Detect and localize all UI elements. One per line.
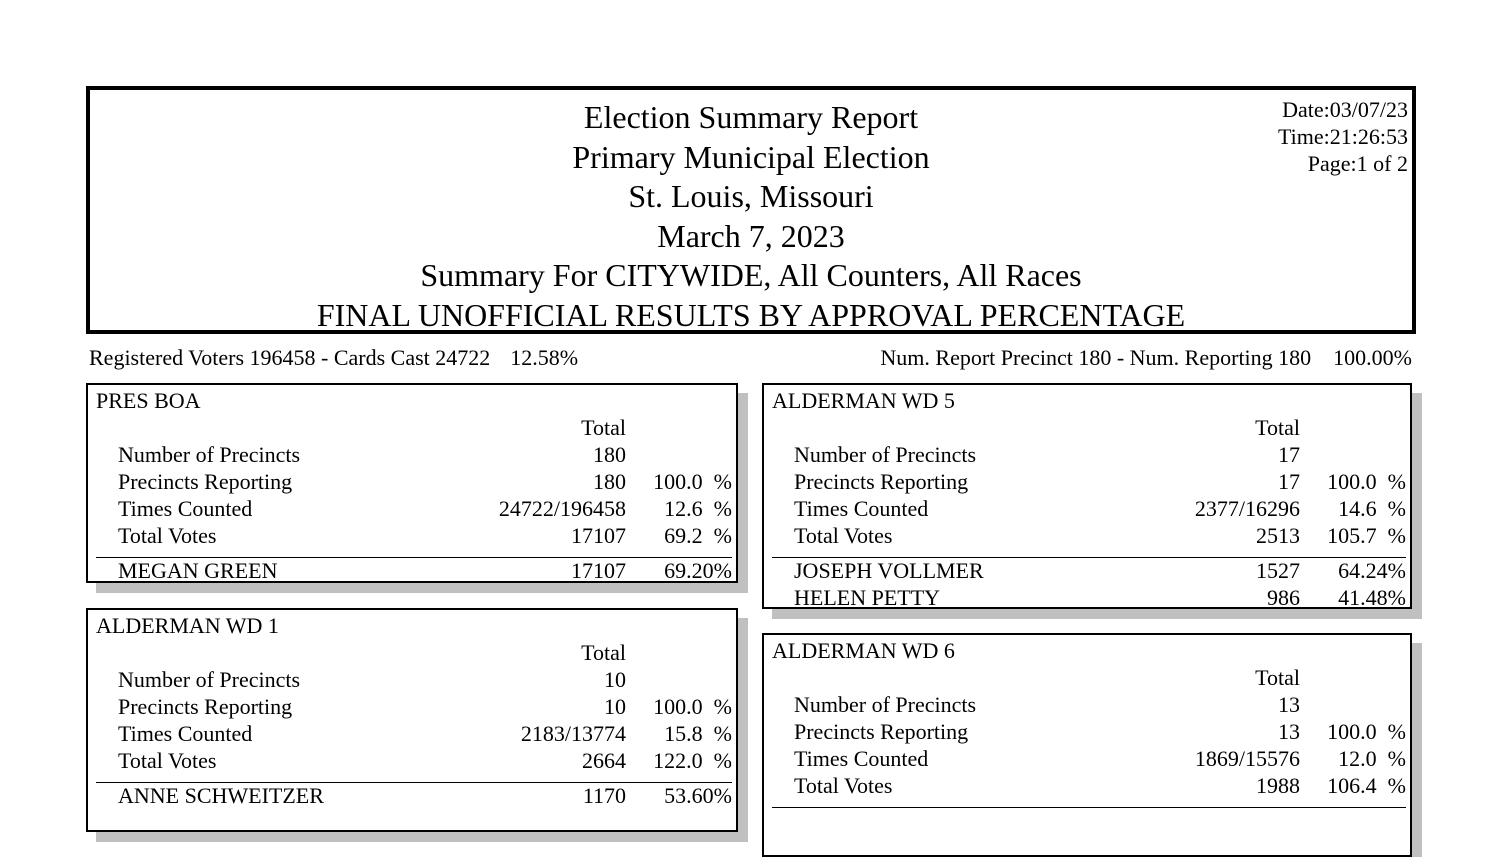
report-title <box>90 98 1412 335</box>
race-title: PRES BOA <box>96 388 201 413</box>
stat-label: Number of Precincts <box>118 442 301 467</box>
candidate-row <box>764 584 1410 611</box>
stat-total: 180 <box>593 469 626 494</box>
candidate-votes: 17107 <box>571 558 626 583</box>
race-box-pres-boa <box>86 383 738 583</box>
candidate-row <box>88 782 736 809</box>
race-box-alderman-wd-6 <box>762 633 1412 857</box>
total-column-header <box>88 639 736 666</box>
stat-percent: 69.2 % <box>664 523 732 548</box>
stat-total: 24722/196458 <box>498 496 626 521</box>
stat-total: 2183/13774 <box>520 721 626 746</box>
candidate-votes: 986 <box>1267 585 1300 610</box>
stat-percent: 15.8 % <box>664 721 732 746</box>
stat-label: Times Counted <box>794 746 929 771</box>
stat-total: 1988 <box>1256 773 1300 798</box>
stat-label: Precincts Reporting <box>794 719 969 744</box>
report-time: Time:21:26:53 <box>1278 124 1408 149</box>
stat-label: Precincts Reporting <box>118 694 293 719</box>
total-column-label: Total <box>1255 665 1300 690</box>
registered-voters-summary <box>89 344 578 372</box>
stat-label: Number of Precincts <box>794 692 977 717</box>
precinct-reporting-text: Num. Report Precinct 180 - Num. Reporting 180 <box>880 345 1312 370</box>
total-column-label: Total <box>1255 415 1300 440</box>
precinct-reporting-summary <box>880 344 1412 372</box>
stat-percent: 100.0 % <box>1327 719 1406 744</box>
stat-label: Times Counted <box>118 721 253 746</box>
stat-row <box>764 522 1410 549</box>
candidate-percent: 53.60% <box>664 783 732 808</box>
stat-row <box>88 747 736 774</box>
stat-label: Number of Precincts <box>794 442 977 467</box>
stat-total: 1869/15576 <box>1194 746 1300 771</box>
race-title: ALDERMAN WD 5 <box>772 388 955 413</box>
candidate-name: MEGAN GREEN <box>118 558 278 583</box>
report-header <box>86 86 1416 334</box>
report-date: Date:03/07/23 <box>1282 97 1408 122</box>
stat-label: Precincts Reporting <box>118 469 293 494</box>
total-column-header <box>88 414 736 441</box>
stat-percent: 106.4 % <box>1327 773 1406 798</box>
race-title: ALDERMAN WD 6 <box>772 638 955 663</box>
stat-percent: 100.0 % <box>1327 469 1406 494</box>
stat-row <box>764 691 1410 718</box>
title-line-location: St. Louis, Missouri <box>628 178 874 214</box>
candidate-name: JOSEPH VOLLMER <box>794 558 984 583</box>
stat-percent: 14.6 % <box>1338 496 1406 521</box>
stat-percent: 100.0 % <box>653 694 732 719</box>
title-line-report: Election Summary Report <box>583 99 919 135</box>
candidate-votes: 1170 <box>582 783 626 808</box>
race-title: ALDERMAN WD 1 <box>96 613 279 638</box>
stat-label: Number of Precincts <box>118 667 301 692</box>
stat-total: 10 <box>604 694 626 719</box>
title-line-election: Primary Municipal Election <box>572 138 930 175</box>
candidate-row <box>764 557 1410 584</box>
stat-label: Total Votes <box>118 523 217 548</box>
race-box-alderman-wd-1 <box>86 608 738 832</box>
stat-total: 17 <box>1278 469 1300 494</box>
stat-percent: 122.0 % <box>653 748 732 773</box>
turnout-percent: 12.58% <box>510 345 579 370</box>
candidate-name: HELEN PETTY <box>794 585 941 610</box>
stat-label: Times Counted <box>794 496 929 521</box>
stat-row <box>88 468 736 495</box>
stat-total: 17 <box>1278 442 1300 467</box>
registered-voters-text: Registered Voters 196458 - Cards Cast 24722 <box>89 345 491 370</box>
stat-total: 13 <box>1278 719 1300 744</box>
stat-total: 180 <box>593 442 626 467</box>
stat-row <box>88 693 736 720</box>
stat-row <box>764 718 1410 745</box>
stat-total: 2664 <box>582 748 626 773</box>
candidate-name: ANNE SCHWEITZER <box>118 783 324 808</box>
stat-percent: 12.6 % <box>664 496 732 521</box>
stat-total: 17107 <box>571 523 626 548</box>
stat-row <box>764 772 1410 799</box>
stat-row <box>88 441 736 468</box>
report-page: Page:1 of 2 <box>1307 151 1408 176</box>
stat-row <box>88 720 736 747</box>
candidate-votes: 1527 <box>1256 558 1300 583</box>
stat-label: Total Votes <box>794 773 893 798</box>
total-column-label: Total <box>581 415 626 440</box>
stat-total: 2513 <box>1256 523 1300 548</box>
stat-label: Total Votes <box>118 748 217 773</box>
title-line-summary-scope: Summary For CITYWIDE, All Counters, All Races <box>420 257 1082 293</box>
stat-row <box>88 495 736 522</box>
stat-total: 2377/16296 <box>1194 496 1300 521</box>
stat-row <box>764 468 1410 495</box>
candidate-row <box>88 557 736 584</box>
stat-label: Times Counted <box>118 496 253 521</box>
report-meta <box>1278 96 1408 177</box>
candidate-percent: 64.24% <box>1338 558 1406 583</box>
race-box-alderman-wd-5 <box>762 383 1412 609</box>
stat-row <box>764 745 1410 772</box>
candidate-separator <box>772 807 1406 808</box>
candidate-percent: 69.20% <box>664 558 732 583</box>
stat-row <box>88 522 736 549</box>
stat-total: 13 <box>1278 692 1300 717</box>
stat-percent: 100.0 % <box>653 469 732 494</box>
title-line-results-status: FINAL UNOFFICIAL RESULTS BY APPROVAL PERCENTAGE <box>316 296 1186 333</box>
reporting-percent: 100.00% <box>1333 345 1412 370</box>
total-column-header <box>764 414 1410 441</box>
stat-label: Precincts Reporting <box>794 469 969 494</box>
stat-row <box>88 666 736 693</box>
title-line-date: March 7, 2023 <box>657 217 845 254</box>
total-column-label: Total <box>581 640 626 665</box>
stat-percent: 105.7 % <box>1327 523 1406 548</box>
stat-row <box>764 495 1410 522</box>
candidate-percent: 41.48% <box>1338 585 1406 610</box>
stat-percent: 12.0 % <box>1338 746 1406 771</box>
stat-row <box>764 441 1410 468</box>
stat-total: 10 <box>604 667 626 692</box>
stat-label: Total Votes <box>794 523 893 548</box>
total-column-header <box>764 664 1410 691</box>
